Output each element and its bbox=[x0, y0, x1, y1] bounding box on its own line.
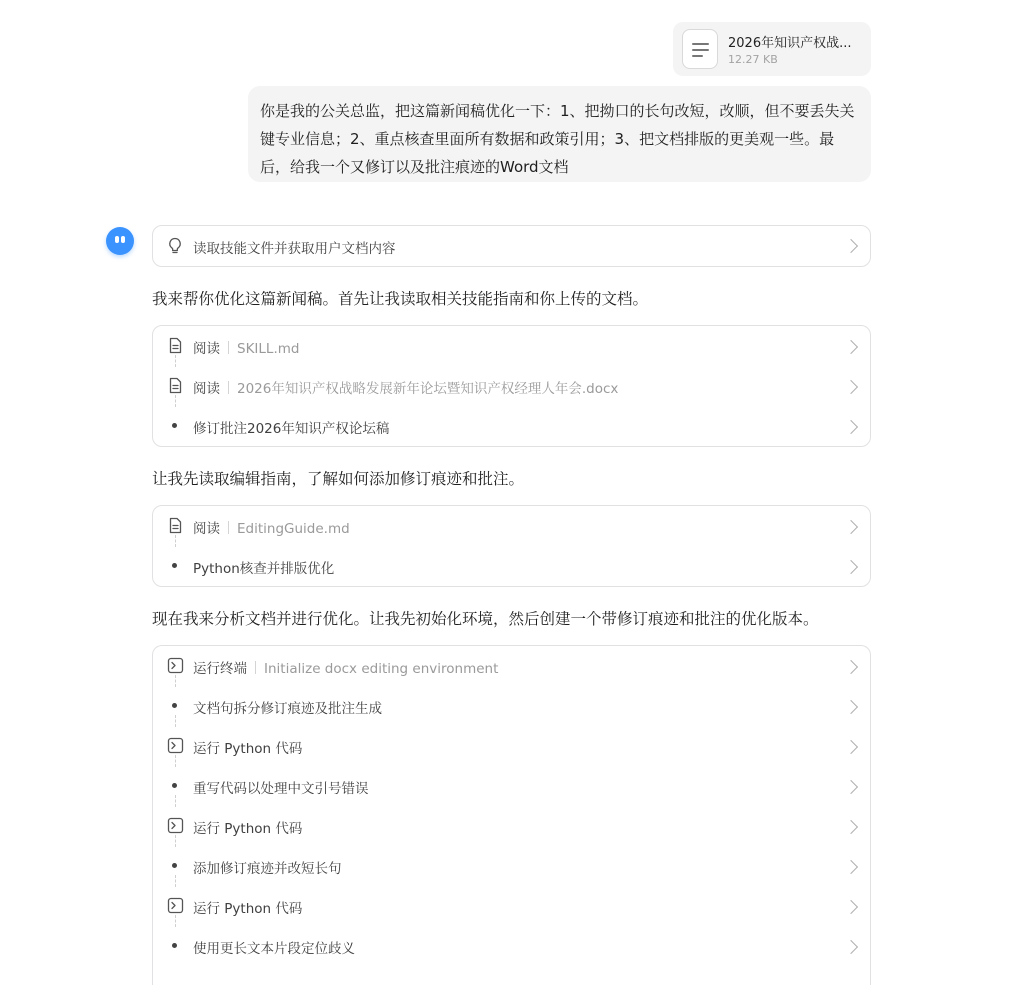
tool-step-action: 阅读 bbox=[193, 341, 220, 357]
file-icon bbox=[167, 517, 184, 534]
terminal-icon bbox=[167, 737, 184, 754]
tool-step[interactable] bbox=[153, 546, 870, 586]
chevron-right-icon bbox=[844, 420, 858, 434]
tool-steps-group bbox=[152, 325, 871, 447]
chevron-right-icon bbox=[844, 380, 858, 394]
thinking-label: 读取技能文件并获取用户文档内容 bbox=[193, 241, 396, 257]
terminal-icon bbox=[167, 817, 184, 834]
chevron-right-icon bbox=[844, 660, 858, 674]
bullet-dot-icon bbox=[172, 943, 177, 948]
chevron-right-icon bbox=[844, 780, 858, 794]
assistant-text: 我来帮你优化这篇新闻稿。首先让我读取相关技能指南和你上传的文档。 bbox=[152, 290, 649, 308]
tool-step-label bbox=[193, 737, 302, 757]
chevron-right-icon bbox=[844, 940, 858, 954]
tool-step-action: 使用更长文本片段定位歧义 bbox=[193, 941, 355, 957]
tool-step[interactable] bbox=[153, 766, 870, 806]
file-icon bbox=[167, 337, 184, 354]
document-icon bbox=[682, 29, 718, 69]
divider bbox=[228, 521, 229, 534]
tool-step-detail: EditingGuide.md bbox=[237, 521, 350, 537]
tool-step[interactable] bbox=[153, 326, 870, 366]
attachment-card[interactable] bbox=[673, 22, 871, 76]
assistant-avatar bbox=[106, 227, 134, 255]
tool-step[interactable] bbox=[153, 726, 870, 766]
tool-step-action: 运行终端 bbox=[193, 661, 247, 677]
tool-step-label bbox=[193, 377, 618, 397]
tool-step[interactable] bbox=[153, 686, 870, 726]
tool-step-label bbox=[193, 417, 389, 437]
tool-step-action: 重写代码以处理中文引号错误 bbox=[193, 781, 369, 797]
chevron-right-icon bbox=[844, 860, 858, 874]
tool-step[interactable] bbox=[153, 646, 870, 686]
tool-step-action: 运行 Python 代码 bbox=[193, 741, 303, 757]
divider bbox=[255, 661, 256, 674]
tool-step-label bbox=[193, 857, 342, 877]
lightbulb-icon bbox=[167, 237, 183, 255]
tool-step-action: 运行 Python 代码 bbox=[193, 821, 303, 837]
bullet-dot-icon bbox=[172, 563, 177, 568]
tool-step[interactable] bbox=[153, 846, 870, 886]
tool-step-label bbox=[193, 657, 498, 677]
tool-step[interactable] bbox=[153, 886, 870, 926]
tool-step-action: 添加修订痕迹并改短长句 bbox=[193, 861, 342, 877]
bullet-dot-icon bbox=[172, 783, 177, 788]
tool-step-label bbox=[193, 697, 382, 717]
bullet-dot-icon bbox=[172, 423, 177, 428]
tool-step-label bbox=[193, 517, 350, 537]
chevron-right-icon bbox=[844, 900, 858, 914]
file-icon bbox=[167, 377, 184, 394]
tool-steps-group bbox=[152, 505, 871, 587]
attachment-name: 2026年知识产权战... bbox=[728, 36, 852, 51]
tool-step-label bbox=[193, 817, 302, 837]
tool-step-label bbox=[193, 937, 355, 957]
bullet-dot-icon bbox=[172, 863, 177, 868]
bullet-dot-icon bbox=[172, 703, 177, 708]
assistant-text: 现在我来分析文档并进行优化。让我先初始化环境，然后创建一个带修订痕迹和批注的优化版本。 bbox=[152, 610, 819, 628]
chevron-right-icon bbox=[844, 560, 858, 574]
tool-step-label bbox=[193, 337, 299, 357]
thinking-step[interactable] bbox=[152, 225, 871, 267]
tool-step[interactable] bbox=[153, 506, 870, 546]
chevron-right-icon bbox=[844, 820, 858, 834]
tool-step-label bbox=[193, 897, 302, 917]
terminal-icon bbox=[167, 897, 184, 914]
tool-step-label bbox=[193, 777, 369, 797]
tool-step-action: 阅读 bbox=[193, 381, 220, 397]
divider bbox=[228, 381, 229, 394]
tool-step-action: Python核查并排版优化 bbox=[193, 561, 335, 577]
tool-step[interactable] bbox=[153, 366, 870, 406]
attachment-size: 12.27 KB bbox=[728, 53, 778, 66]
terminal-icon bbox=[167, 657, 184, 674]
divider bbox=[228, 341, 229, 354]
tool-step-detail: SKILL.md bbox=[237, 341, 300, 357]
chevron-right-icon bbox=[844, 239, 858, 253]
tool-steps-group bbox=[152, 645, 871, 985]
tool-step-detail: 2026年知识产权战略发展新年论坛暨知识产权经理人年会.docx bbox=[237, 381, 619, 397]
chevron-right-icon bbox=[844, 340, 858, 354]
chevron-right-icon bbox=[844, 740, 858, 754]
tool-step-action: 运行 Python 代码 bbox=[193, 901, 303, 917]
chevron-right-icon bbox=[844, 700, 858, 714]
tool-step-label bbox=[193, 557, 334, 577]
tool-step-action: 修订批注2026年知识产权论坛稿 bbox=[193, 421, 390, 437]
user-message: 你是我的公关总监，把这篇新闻稿优化一下：1、把拗口的长句改短，改顺，但不要丢失关键专业信息；2、重点核查里面所有数据和政策引用；3、把文档排版的更美观一些。最后，给我一个又修订以及批注痕迹的Word文档 bbox=[248, 86, 871, 182]
tool-step[interactable] bbox=[153, 806, 870, 846]
tool-step-detail: Initialize docx editing environment bbox=[264, 661, 499, 677]
assistant-text: 让我先读取编辑指南，了解如何添加修订痕迹和批注。 bbox=[152, 470, 525, 488]
chevron-right-icon bbox=[844, 520, 858, 534]
tool-step-action: 文档句拆分修订痕迹及批注生成 bbox=[193, 701, 382, 717]
tool-step-action: 阅读 bbox=[193, 521, 220, 537]
tool-step[interactable] bbox=[153, 926, 870, 966]
tool-step[interactable] bbox=[153, 406, 870, 446]
